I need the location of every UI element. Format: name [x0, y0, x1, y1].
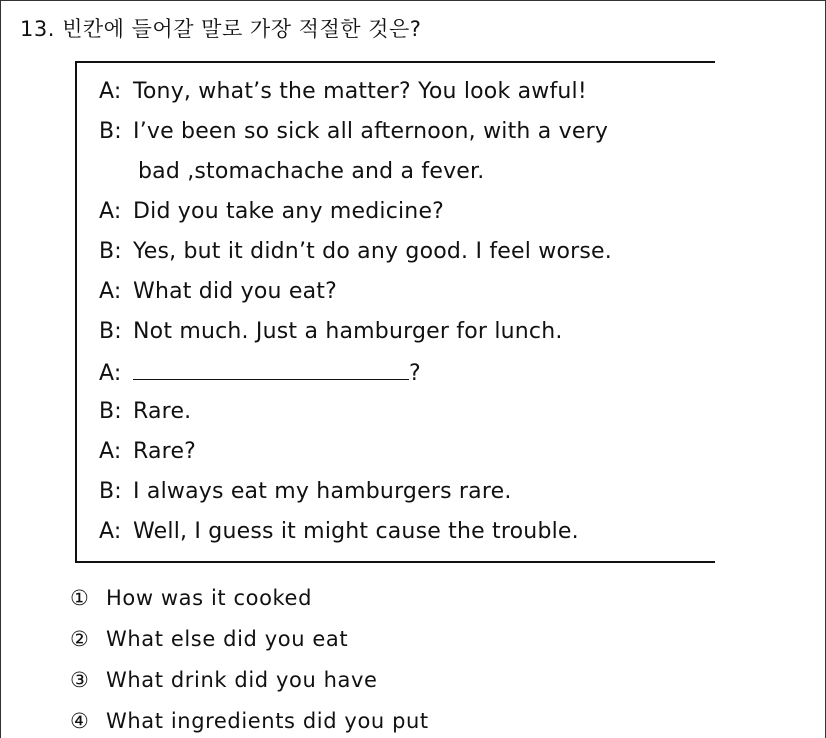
- dialogue-text: I’ve been so sick all afternoon, with a very: [133, 119, 609, 144]
- choice-number: ①: [70, 586, 90, 610]
- dialogue-line-blank: [99, 359, 421, 386]
- choice-4[interactable]: [70, 709, 429, 733]
- dialogue-text: What did you eat?: [133, 279, 337, 304]
- dialogue-line: [99, 519, 579, 544]
- dialogue-line: [99, 79, 587, 104]
- dialogue-line: [99, 399, 191, 424]
- choice-text: How was it cooked: [106, 586, 312, 610]
- dialogue-line: [99, 279, 337, 304]
- choice-3[interactable]: [70, 668, 378, 692]
- choice-number: ③: [70, 668, 90, 692]
- dialogue-text: Did you take any medicine?: [133, 199, 445, 224]
- speaker-label: A:: [99, 199, 122, 224]
- dialogue-line: [99, 479, 512, 504]
- speaker-label: B:: [99, 239, 122, 264]
- choice-1[interactable]: [70, 586, 312, 610]
- dialogue-line: [99, 119, 608, 144]
- dialogue-text: Rare.: [133, 399, 192, 424]
- choice-text: What ingredients did you put: [106, 709, 429, 733]
- speaker-label: B:: [99, 479, 122, 504]
- dialogue-text: Rare?: [133, 439, 197, 464]
- speaker-label: B:: [99, 119, 122, 144]
- dialogue-text: Yes, but it didn’t do any good. I feel worse.: [133, 239, 612, 264]
- dialogue-text: Tony, what’s the matter? You look awful!: [133, 79, 587, 104]
- question-number: 13.: [20, 17, 55, 41]
- dialogue-text: bad ,stomachache and a fever.: [138, 159, 485, 184]
- dialogue-text: Not much. Just a hamburger for lunch.: [133, 319, 563, 344]
- question-title: [20, 13, 421, 43]
- dialogue-line: [99, 439, 196, 464]
- choice-number: ④: [70, 709, 90, 733]
- dialogue-text: I always eat my hamburgers rare.: [133, 479, 512, 504]
- choice-text: What else did you eat: [106, 627, 349, 651]
- speaker-label: A:: [99, 439, 122, 464]
- dialogue-line: [99, 239, 612, 264]
- dialogue-line: [99, 159, 484, 184]
- speaker-label: A:: [99, 519, 122, 544]
- speaker-label: A:: [99, 79, 122, 104]
- speaker-label: B:: [99, 319, 122, 344]
- answer-blank: [133, 359, 409, 380]
- blank-question-mark: ?: [409, 361, 421, 386]
- choice-2[interactable]: [70, 627, 348, 651]
- speaker-label: B:: [99, 399, 122, 424]
- dialogue-box: [75, 61, 715, 563]
- choice-number: ②: [70, 627, 90, 651]
- choice-text: What drink did you have: [106, 668, 378, 692]
- speaker-label: A:: [99, 279, 122, 304]
- dialogue-line: [99, 319, 563, 344]
- dialogue-line: [99, 199, 444, 224]
- question-text: 빈칸에 들어갈 말로 가장 적절한 것은?: [62, 17, 422, 41]
- dialogue-text: Well, I guess it might cause the trouble.: [133, 519, 579, 544]
- speaker-label: A:: [99, 361, 122, 386]
